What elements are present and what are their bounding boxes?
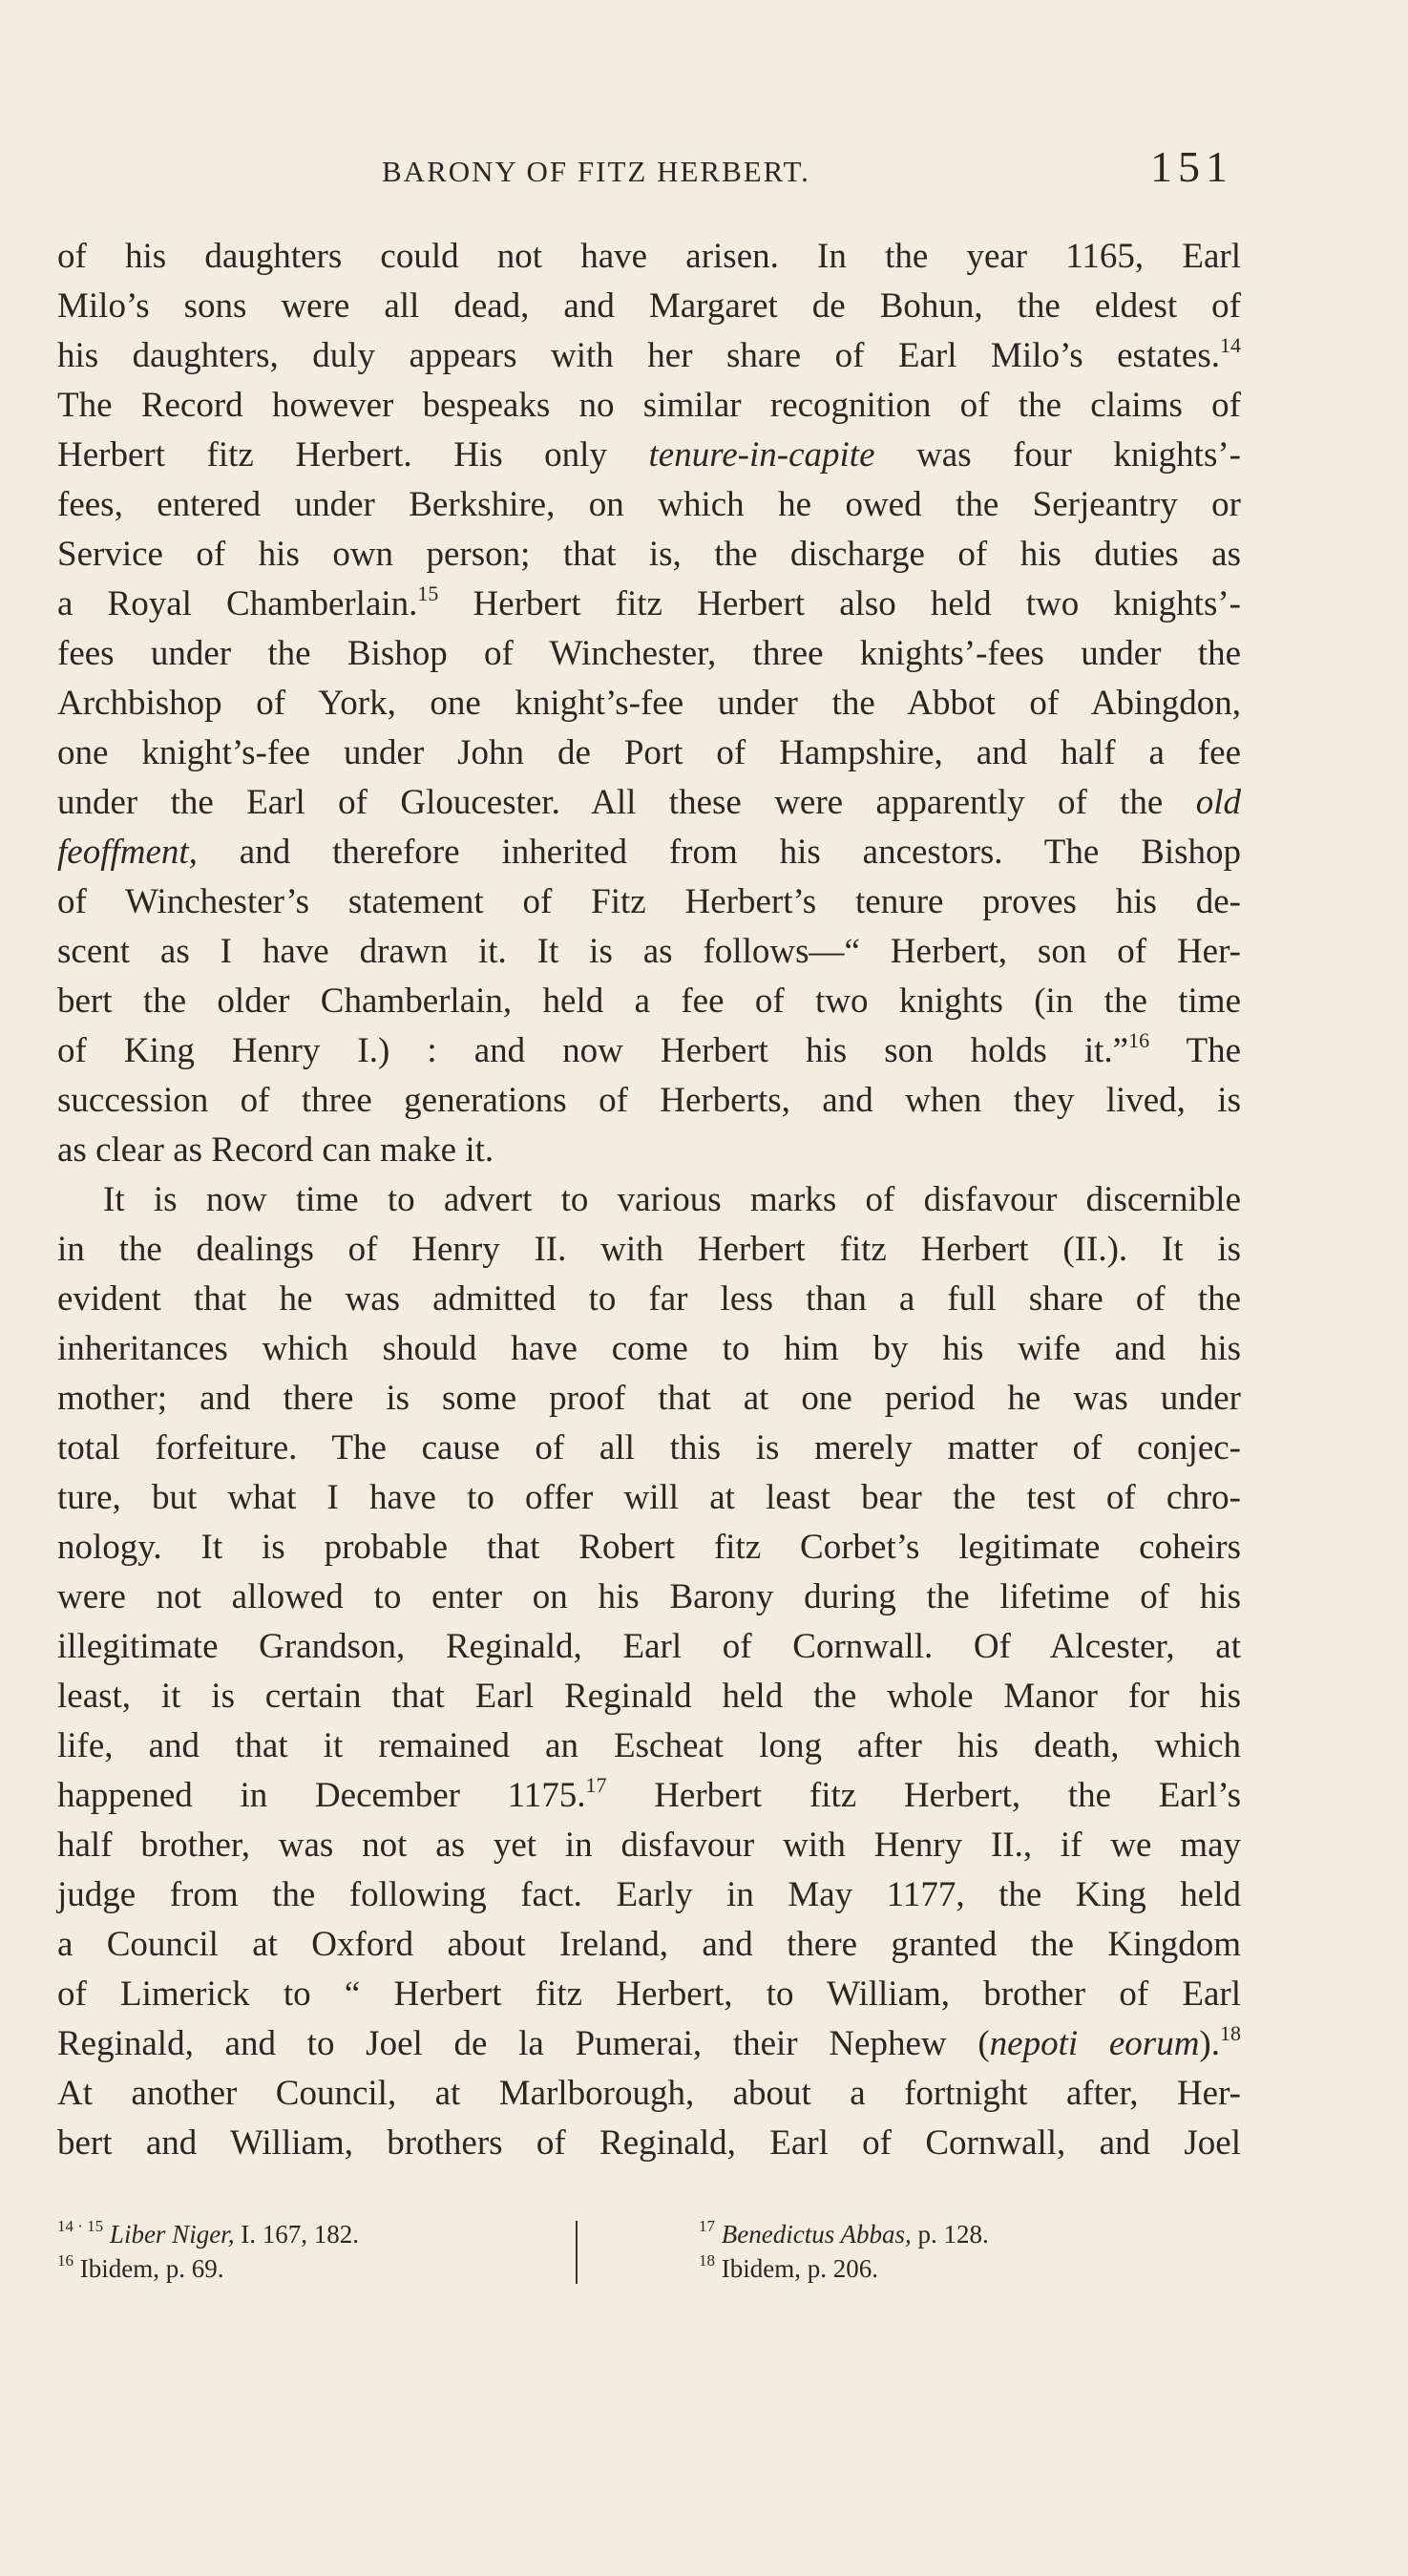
footnote: $^{18}$ Ibidem, p. 206. bbox=[699, 2251, 878, 2283]
footnotes bbox=[57, 2217, 1241, 2284]
footnote: $^{17}$ Benedictus Abbas, p. 128. bbox=[699, 2217, 989, 2249]
text-line: total forfeiture. The cause of all this is merely matter of conjec- bbox=[57, 1428, 1241, 1467]
text-line: were not allowed to enter on his Barony during the lifetime of his bbox=[57, 1577, 1241, 1616]
text-line: of Winchester’s statement of Fitz Herbert’s tenure proves his de- bbox=[57, 882, 1241, 921]
text-line: ture, but what I have to offer will at least bear the test of chro- bbox=[57, 1478, 1241, 1517]
footnote-column-right bbox=[699, 2217, 1233, 2286]
footnote-ref: 15 bbox=[417, 581, 439, 605]
text-line: evident that he was admitted to far less than a full share of the bbox=[57, 1279, 1241, 1319]
text-line: bert the older Chamberlain, held a fee of two knights (in the time bbox=[57, 982, 1241, 1021]
footnote-column-left bbox=[57, 2217, 630, 2286]
text-line: Reginald, and to Joel de la Pumerai, their Nephew (nepoti eorum).$^{18}$ bbox=[57, 2021, 1241, 2063]
text-line: least, it is certain that Earl Reginald held the whole Manor for his bbox=[57, 1677, 1241, 1716]
text-line: a Council at Oxford about Ireland, and there granted the Kingdom bbox=[57, 1925, 1241, 1964]
text-line: inheritances which should have come to him by his wife and his bbox=[57, 1329, 1241, 1368]
text-line: a Royal Chamberlain.$^{15}$ Herbert fitz Herbert also held two knights’- bbox=[57, 581, 1241, 623]
text-line: life, and that it remained an Escheat long after his death, which bbox=[57, 1726, 1241, 1765]
text-line: Archbishop of York, one knight’s-fee under the Abbot of Abingdon, bbox=[57, 684, 1241, 723]
italic-term: old bbox=[1195, 783, 1241, 822]
text-line: mother; and there is some proof that at one period he was under bbox=[57, 1379, 1241, 1418]
text-line: fees under the Bishop of Winchester, three knights’-fees under the bbox=[57, 634, 1241, 673]
text-line: Milo’s sons were all dead, and Margaret de Bohun, the eldest of bbox=[57, 286, 1241, 326]
text-line: bert and William, brothers of Reginald, Earl of Cornwall, and Joel bbox=[57, 2123, 1241, 2163]
text-line: nology. It is probable that Robert fitz Corbet’s legitimate coheirs bbox=[57, 1528, 1241, 1567]
text-line: in the dealings of Henry II. with Herbert fitz Herbert (II.). It is bbox=[57, 1230, 1241, 1269]
text-line: It is now time to advert to various marks of disfavour discernible bbox=[103, 1180, 1241, 1219]
text-line: illegitimate Grandson, Reginald, Earl of Cornwall. Of Alcester, at bbox=[57, 1627, 1241, 1666]
footnote-marker: 14 · 15 bbox=[57, 2217, 104, 2235]
text-line: of his daughters could not have arisen. In the year 1165, Earl bbox=[57, 237, 1241, 276]
text-line: his daughters, duly appears with her share of Earl Milo’s estates.$^{14}$ bbox=[57, 333, 1241, 375]
text-line: fees, entered under Berkshire, on which he owed the Serjeantry or bbox=[57, 485, 1241, 524]
text-line: of King Henry I.) : and now Herbert his son holds it.”$^{16}$ The bbox=[57, 1028, 1241, 1070]
footnote-ref: 14 bbox=[1220, 333, 1241, 357]
text-line: Service of his own person; that is, the discharge of his duties as bbox=[57, 535, 1241, 574]
italic-term: tenure-in-capite bbox=[648, 435, 875, 475]
text-line: The Record however bespeaks no similar recognition of the claims of bbox=[57, 386, 1241, 425]
footnote-ref: 18 bbox=[1220, 2021, 1241, 2045]
text-line: At another Council, at Marlborough, about a fortnight after, Her- bbox=[57, 2074, 1241, 2113]
text-line: Herbert fitz Herbert. His only tenure-in-capite was four knights’- bbox=[57, 435, 1241, 475]
body-text bbox=[57, 232, 1241, 2168]
text-line: as clear as Record can make it. bbox=[57, 1130, 494, 1170]
footnote-ref: 17 bbox=[585, 1773, 607, 1797]
text-line: judge from the following fact. Early in May 1177, the King held bbox=[57, 1875, 1241, 1914]
italic-term: feoffment, bbox=[57, 833, 198, 872]
text-line: feoffment, and therefore inherited from his ancestors. The Bishop bbox=[57, 833, 1241, 872]
footnote-marker: 16 bbox=[57, 2251, 74, 2270]
text-line: half brother, was not as yet in disfavour with Henry II., if we may bbox=[57, 1826, 1241, 1865]
footnote: $^{16}$ Ibidem, p. 69. bbox=[57, 2251, 224, 2283]
page-number: 151 bbox=[1150, 142, 1233, 191]
running-title: BARONY OF FITZ HERBERT. bbox=[382, 155, 810, 188]
text-line: scent as I have drawn it. It is as follows—“ Herbert, son of Her- bbox=[57, 932, 1241, 971]
text-line: one knight’s-fee under John de Port of Hampshire, and half a fee bbox=[57, 733, 1241, 772]
footnote: $^{14 \cdot 15}$ Liber Niger, I. 167, 182. bbox=[57, 2217, 359, 2249]
footnote-marker: 18 bbox=[699, 2251, 715, 2270]
footnote-ref: 16 bbox=[1128, 1028, 1150, 1052]
text-line: succession of three generations of Herberts, and when they lived, is bbox=[57, 1081, 1241, 1120]
italic-term: nepoti eorum bbox=[989, 2024, 1200, 2063]
text-line: under the Earl of Gloucester. All these were apparently of the old bbox=[57, 783, 1241, 822]
text-line: happened in December 1175.17 Herbert fitz Herbert, the Earl’s bbox=[57, 1773, 1241, 1815]
page-header bbox=[0, 141, 1408, 199]
footnote-marker: 17 bbox=[699, 2217, 715, 2235]
text-line: of Limerick to “ Herbert fitz Herbert, to William, brother of Earl bbox=[57, 1974, 1241, 2014]
